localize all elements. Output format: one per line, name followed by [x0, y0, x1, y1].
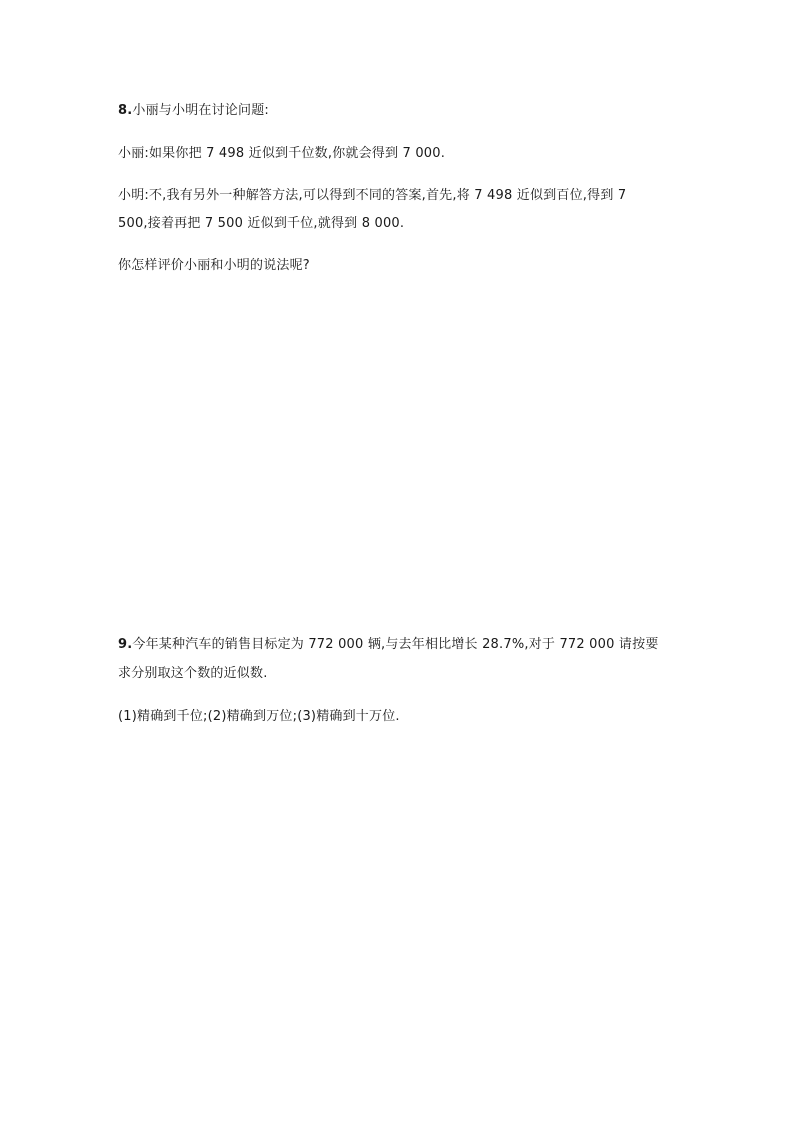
- q9-parts: (1)精确到千位;(2)精确到万位;(3)精确到十万位.: [118, 709, 400, 724]
- q8-prompt: 小丽与小明在讨论问题:: [132, 103, 269, 118]
- q8-number: 8.: [118, 103, 133, 118]
- q9-number: 9.: [118, 637, 133, 652]
- q8-xiaoming-statement-line2: 500,接着再把 7 500 近似到千位,就得到 8 000.: [118, 216, 405, 231]
- q8-question: 你怎样评价小丽和小明的说法呢?: [118, 258, 310, 273]
- q8-xiaoli-statement: 小丽:如果你把 7 498 近似到千位数,你就会得到 7 000.: [118, 146, 446, 161]
- q8-xiaoming-statement-line1: 小明:不,我有另外一种解答方法,可以得到不同的答案,首先,将 7 498 近似到百位,得到 7: [118, 188, 627, 203]
- q8-heading: [118, 102, 269, 120]
- q9-heading-line1: [118, 636, 659, 654]
- q9-text-line1: 今年某种汽车的销售目标定为 772 000 辆,与去年相比增长 28.7%,对于 772 000 请按要: [132, 637, 659, 652]
- q9-text-line2: 求分别取这个数的近似数.: [118, 666, 268, 681]
